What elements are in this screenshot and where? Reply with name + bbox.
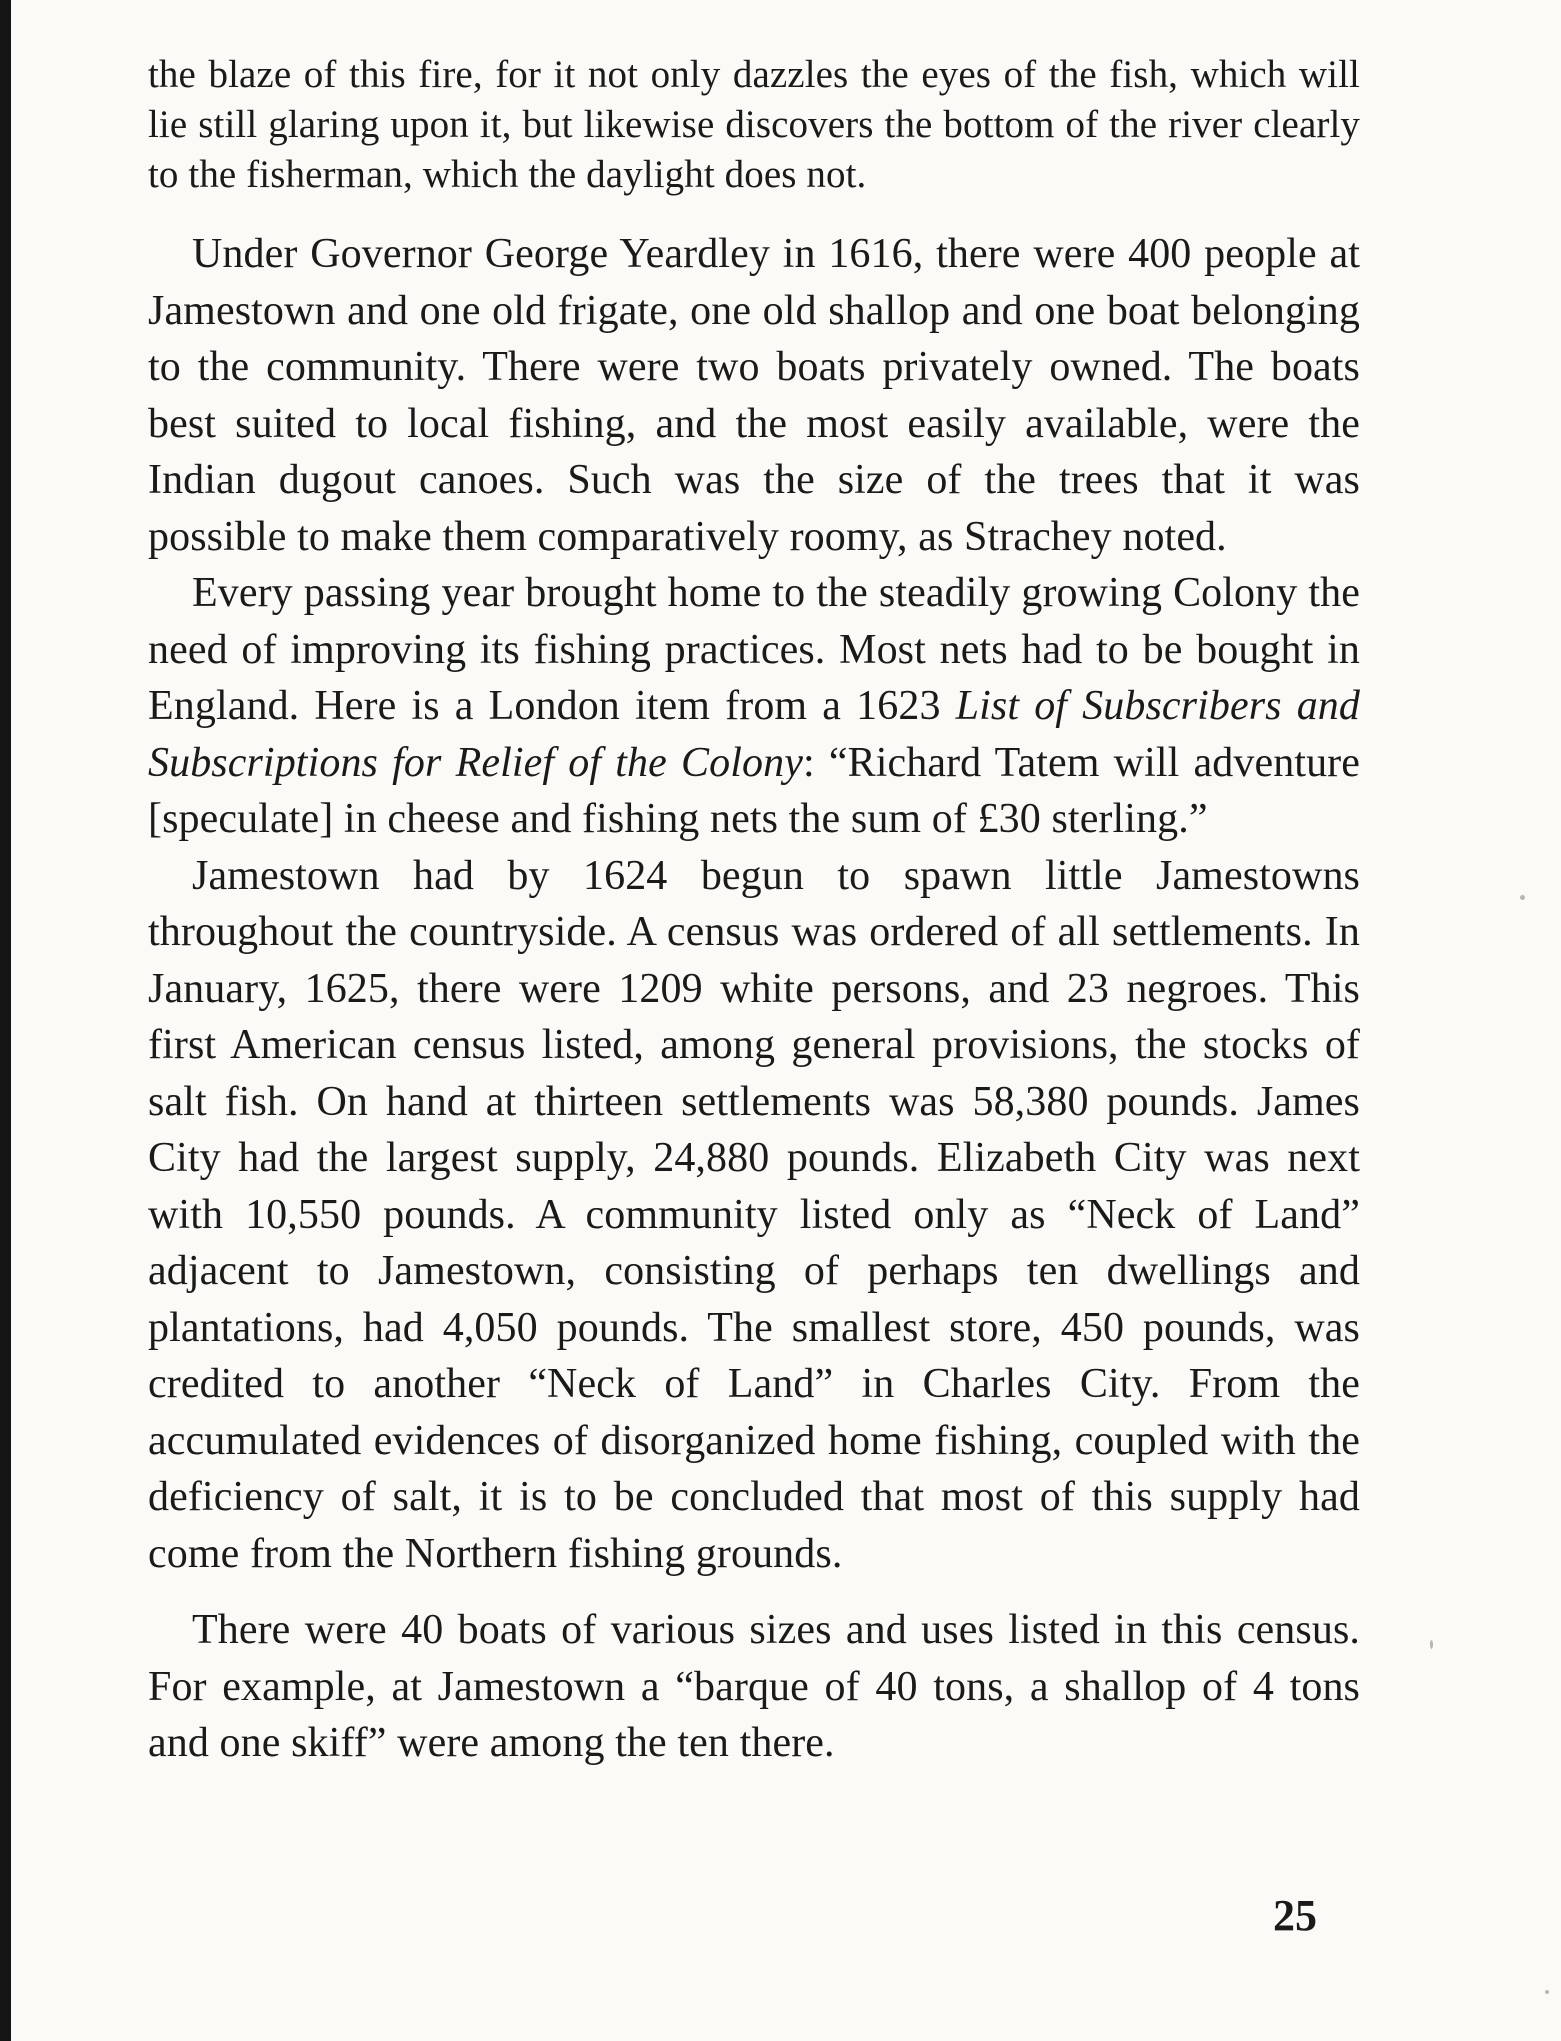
paragraph-census: Jamestown had by 1624 begun to spawn little Jamestowns throughout the countryside. A census was ordered of all settlements. In January, 1625, there were 1209 white persons, and 23 negroes. This first American census listed, among general provisions, the stocks of salt fish. On hand at thirteen settlements was 58,380 pounds. James City had the largest supply, 24,880 pounds. Elizabeth City was next with 10,550 pounds. A community listed only as “Neck of Land” adjacent to Jamestown, consisting of perhaps ten dwellings and plantations, had 4,050 pounds. The smallest store, 450 pounds, was credited to another “Neck of Land” in Charles City. From the accumulated evidences of disorganized home fishing, coupled with the deficiency of salt, it is to be concluded that most of this supply had come from the Northern fishing grounds. xyxy=(148,852,1360,1577)
scan-speck xyxy=(1430,1640,1433,1649)
paragraph-boats: There were 40 boats of various sizes and uses listed in this census. For example, at Jamestown a “barque of 40 tons, a shallop of 4 tons and one skiff” were among the ten there. xyxy=(148,1607,1360,1766)
paragraph-yeardley: Under Governor George Yeardley in 1616, there were 400 people at Jamestown and one old frigate, one old shallop and one boat belonging to the community. There were two boats privately owned. The boats best suited to local fishing, and the most easily available, were the Indian dugout canoes. Such was the size of the trees that it was possible to make them comparatively roomy, as Strachey noted. xyxy=(148,231,1360,560)
page-number: 25 xyxy=(1273,1891,1317,1940)
nets-text-after: : “Richard Tatem will adventure [speculate] in cheese and fishing nets the sum of £30 sterling.” xyxy=(148,739,1361,842)
nets-text-before: Every passing year brought home to the steadily growing Colony the need of improving its fishing practices. Most nets had to be bought in England. Here is a London item from a 1623 xyxy=(148,570,1360,729)
page-text xyxy=(148,50,1360,1772)
nets-italic-title: List of Subscribers and Subscriptions for Relief of the Colony xyxy=(148,683,1361,786)
paragraph-nets xyxy=(148,565,1360,848)
binding-edge xyxy=(0,0,11,2041)
paragraph-continued-quote: the blaze of this fire, for it not only dazzles the eyes of the fish, which will lie still glaring upon it, but likewise discovers the bottom of the river clearly to the fisherman, which the daylight does not. xyxy=(148,53,1360,196)
scan-speck xyxy=(1545,1990,1549,1994)
scan-speck xyxy=(1520,895,1525,900)
